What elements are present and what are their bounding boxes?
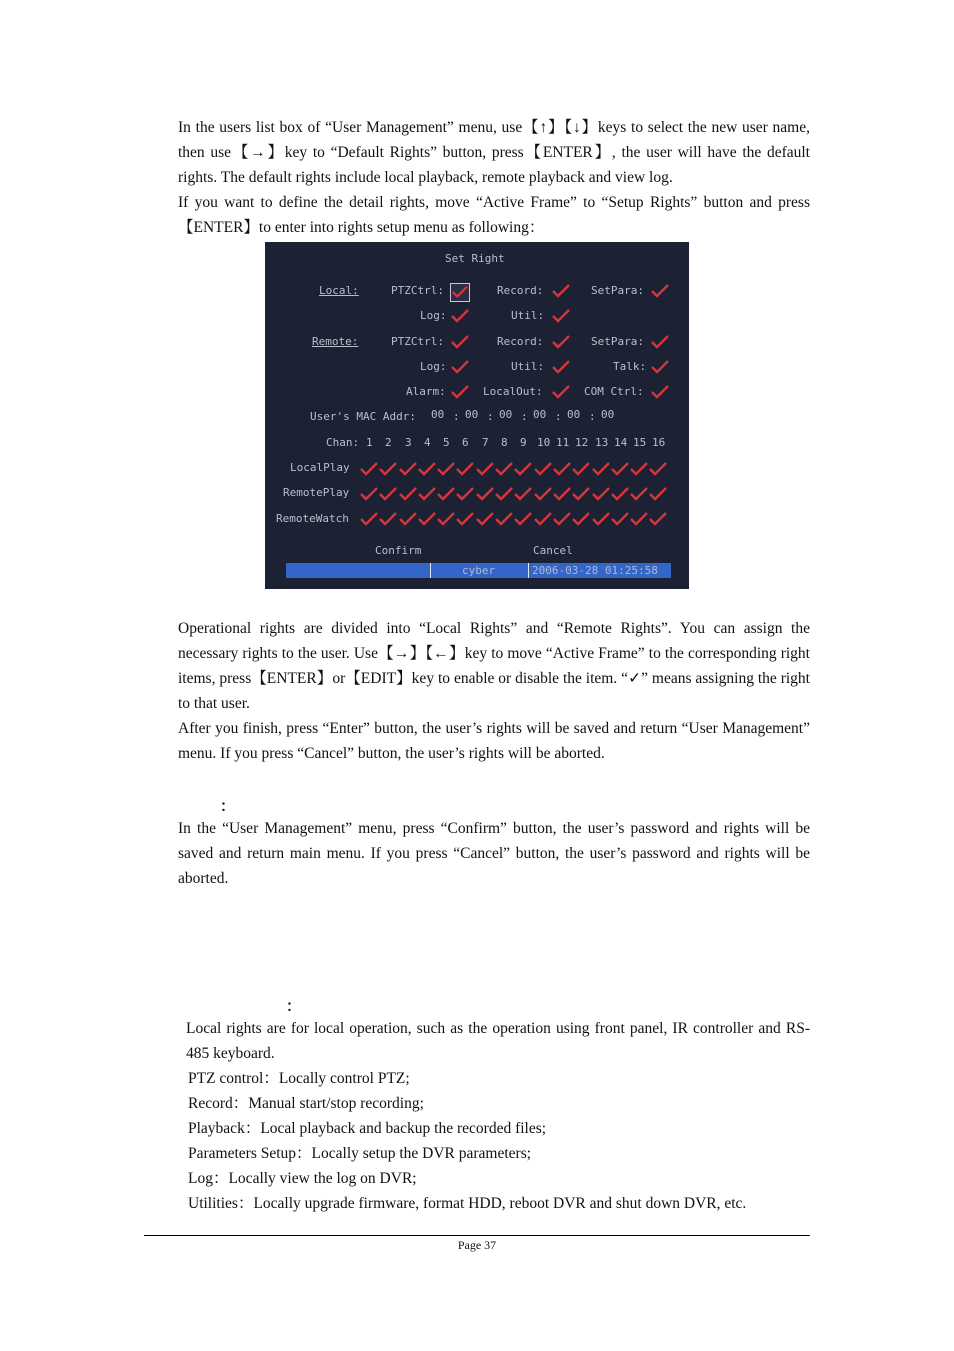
local-log-label: Log: <box>420 309 447 322</box>
remotewatch-channel-checkbox[interactable] <box>629 511 649 527</box>
channel-number: 13 <box>595 436 609 449</box>
localplay-channel-checkbox[interactable] <box>513 461 533 477</box>
remote-localout-checkbox[interactable] <box>551 384 571 400</box>
status-user: cyber <box>462 564 496 577</box>
remotewatch-channel-checkbox[interactable] <box>571 511 591 527</box>
channel-number: 16 <box>652 436 666 449</box>
remotewatch-channel-checkbox[interactable] <box>648 511 668 527</box>
channel-number: 8 <box>501 436 508 449</box>
remotewatch-label: RemoteWatch <box>276 512 349 525</box>
remoteplay-channel-checkbox[interactable] <box>591 486 611 502</box>
mac-octet-6[interactable]: 00 <box>601 408 615 421</box>
localplay-channel-checkbox[interactable] <box>591 461 611 477</box>
confirm-button[interactable]: Confirm <box>375 544 422 557</box>
localplay-channel-checkbox[interactable] <box>648 461 668 477</box>
mac-separator: : <box>589 410 596 423</box>
channel-number: 5 <box>443 436 450 449</box>
list-item: PTZ control：Locally control PTZ; <box>188 1070 410 1087</box>
remote-ptz-checkbox[interactable] <box>450 334 470 350</box>
localplay-channel-checkbox[interactable] <box>455 461 475 477</box>
remote-record-label: Record: <box>497 335 544 348</box>
remote-alarm-label: Alarm: <box>406 385 446 398</box>
remote-log-checkbox[interactable] <box>450 359 470 375</box>
local-log-checkbox[interactable] <box>450 308 470 324</box>
channel-label: Chan: <box>326 436 360 449</box>
remote-localout-label: LocalOut: <box>483 385 543 398</box>
localplay-channel-checkbox[interactable] <box>629 461 649 477</box>
remotewatch-channel-checkbox[interactable] <box>398 511 418 527</box>
section-heading-colon: ： <box>286 999 302 1015</box>
detail-rights-paragraph: If you want to define the detail rights, move “Active Frame” to “Setup Rights” button and press【ENTER】to enter into rights setup menu as following： <box>178 194 810 236</box>
channel-number: 3 <box>405 436 412 449</box>
user-management-paragraph: In the “User Management” menu, press “Confirm” button, the user’s password and rights will be saved and return main menu. If you press “Cancel” button, the user’s password and rights will be aborted. <box>178 820 810 887</box>
channel-number: 7 <box>482 436 489 449</box>
remoteplay-channel-checkbox[interactable] <box>533 486 553 502</box>
remote-talk-checkbox[interactable] <box>650 359 670 375</box>
channel-number: 14 <box>614 436 628 449</box>
local-setpara-label: SetPara: <box>591 284 644 297</box>
remoteplay-channel-checkbox[interactable] <box>571 486 591 502</box>
localplay-channel-checkbox[interactable] <box>359 461 379 477</box>
local-record-label: Record: <box>497 284 544 297</box>
list-item: Utilities：Locally upgrade firmware, format HDD, reboot DVR and shut down DVR, etc. <box>188 1195 747 1212</box>
remoteplay-channel-checkbox[interactable] <box>398 486 418 502</box>
remoteplay-channel-checkbox[interactable] <box>513 486 533 502</box>
mac-separator: : <box>555 410 562 423</box>
localplay-channel-checkbox[interactable] <box>398 461 418 477</box>
remote-record-checkbox[interactable] <box>551 334 571 350</box>
remotewatch-channel-checkbox[interactable] <box>359 511 379 527</box>
channel-number: 11 <box>556 436 570 449</box>
remote-talk-label: Talk: <box>613 360 647 373</box>
remote-ptz-label: PTZCtrl: <box>391 335 444 348</box>
channel-number: 9 <box>520 436 527 449</box>
remoteplay-channel-checkbox[interactable] <box>359 486 379 502</box>
local-ptz-checkbox[interactable] <box>450 283 470 302</box>
remotewatch-channel-checkbox[interactable] <box>552 511 572 527</box>
remotewatch-channel-checkbox[interactable] <box>378 511 398 527</box>
remote-comctrl-label: COM Ctrl: <box>584 385 644 398</box>
local-util-checkbox[interactable] <box>551 308 571 324</box>
localplay-channel-checkbox[interactable] <box>378 461 398 477</box>
status-bar <box>286 563 671 578</box>
remote-label: Remote: <box>312 335 359 348</box>
remote-setpara-label: SetPara: <box>591 335 644 348</box>
local-label: Local: <box>319 284 359 297</box>
section-heading-colon: ： <box>220 799 236 815</box>
remotewatch-channel-checkbox[interactable] <box>417 511 437 527</box>
localplay-channel-checkbox[interactable] <box>475 461 495 477</box>
remoteplay-channel-checkbox[interactable] <box>455 486 475 502</box>
remotewatch-channel-checkbox[interactable] <box>513 511 533 527</box>
remotewatch-channel-checkbox[interactable] <box>591 511 611 527</box>
remoteplay-channel-checkbox[interactable] <box>610 486 630 502</box>
mac-octet-5[interactable]: 00 <box>567 408 581 421</box>
channel-number: 2 <box>385 436 392 449</box>
channel-number: 4 <box>424 436 431 449</box>
remote-comctrl-checkbox[interactable] <box>650 384 670 400</box>
list-item: Log：Locally view the log on DVR; <box>188 1170 417 1187</box>
mac-octet-2[interactable]: 00 <box>465 408 479 421</box>
set-right-screen <box>265 242 689 589</box>
list-item: Playback：Local playback and backup the recorded files; <box>188 1120 547 1137</box>
local-util-label: Util: <box>511 309 545 322</box>
page-number: Page 37 <box>457 1238 497 1252</box>
mac-separator: : <box>521 410 528 423</box>
remoteplay-channel-checkbox[interactable] <box>552 486 572 502</box>
operational-rights-paragraph: Operational rights are divided into “Local Rights” and “Remote Rights”. You can assign the necessary rights to the user. Use【→】【←】key to move “Active Frame” to the corresponding right items, press【ENTER】or【EDIT】key to enable or disable the item. “✓” means assigning the right to that user. <box>178 620 810 712</box>
after-finish-paragraph: After you finish, press “Enter” button, the user’s rights will be saved and return “User Management” menu. If you press “Cancel” button, the user’s rights will be aborted. <box>178 720 810 762</box>
remoteplay-label: RemotePlay <box>283 486 350 499</box>
channel-number: 1 <box>366 436 373 449</box>
channel-number: 15 <box>633 436 647 449</box>
mac-separator: : <box>487 410 494 423</box>
localplay-channel-checkbox[interactable] <box>552 461 572 477</box>
mac-separator: : <box>453 410 460 423</box>
cancel-button[interactable]: Cancel <box>533 544 573 557</box>
mac-octet-1[interactable]: 00 <box>431 408 445 421</box>
channel-number: 6 <box>462 436 469 449</box>
remoteplay-channel-checkbox[interactable] <box>629 486 649 502</box>
remoteplay-channel-checkbox[interactable] <box>648 486 668 502</box>
channel-number: 12 <box>575 436 589 449</box>
localplay-channel-checkbox[interactable] <box>494 461 514 477</box>
list-item: Record：Manual start/stop recording; <box>188 1095 424 1112</box>
remote-alarm-checkbox[interactable] <box>450 384 470 400</box>
list-item: Parameters Setup：Locally setup the DVR parameters; <box>188 1145 532 1162</box>
remoteplay-channel-checkbox[interactable] <box>436 486 456 502</box>
localplay-channel-checkbox[interactable] <box>533 461 553 477</box>
status-time: 2006-03-28 01:25:58 <box>532 564 658 577</box>
remoteplay-channel-checkbox[interactable] <box>475 486 495 502</box>
localplay-channel-checkbox[interactable] <box>436 461 456 477</box>
remotewatch-channel-checkbox[interactable] <box>494 511 514 527</box>
remotewatch-channel-checkbox[interactable] <box>475 511 495 527</box>
channel-number: 10 <box>537 436 551 449</box>
remoteplay-channel-checkbox[interactable] <box>494 486 514 502</box>
localplay-channel-checkbox[interactable] <box>417 461 437 477</box>
remote-log-label: Log: <box>420 360 447 373</box>
local-rights-paragraph: Local rights are for local operation, such as the operation using front panel, IR controller and RS-485 keyboard. <box>186 1020 810 1062</box>
remote-util-label: Util: <box>511 360 545 373</box>
remoteplay-channel-checkbox[interactable] <box>378 486 398 502</box>
localplay-channel-checkbox[interactable] <box>571 461 591 477</box>
remotewatch-channel-checkbox[interactable] <box>455 511 475 527</box>
footer-rule <box>144 1235 810 1236</box>
localplay-label: LocalPlay <box>290 461 350 474</box>
mac-octet-4[interactable]: 00 <box>533 408 547 421</box>
local-ptz-label: PTZCtrl: <box>391 284 444 297</box>
remotewatch-channel-checkbox[interactable] <box>436 511 456 527</box>
remotewatch-channel-checkbox[interactable] <box>610 511 630 527</box>
screen-title: Set Right <box>445 252 505 265</box>
mac-label: User's MAC Addr: <box>310 410 416 423</box>
local-setpara-checkbox[interactable] <box>650 283 670 299</box>
local-record-checkbox[interactable] <box>551 283 571 299</box>
remote-setpara-checkbox[interactable] <box>650 334 670 350</box>
remote-util-checkbox[interactable] <box>551 359 571 375</box>
remotewatch-channel-checkbox[interactable] <box>533 511 553 527</box>
intro-paragraph: In the users list box of “User Management” menu, use【↑】【↓】keys to select the new user name, then use【→】key to “Default Rights” button, press【ENTER】, the user will have the default rights. The default rights include local playback, remote playback and view log. <box>178 119 810 186</box>
remoteplay-channel-checkbox[interactable] <box>417 486 437 502</box>
localplay-channel-checkbox[interactable] <box>610 461 630 477</box>
mac-octet-3[interactable]: 00 <box>499 408 513 421</box>
